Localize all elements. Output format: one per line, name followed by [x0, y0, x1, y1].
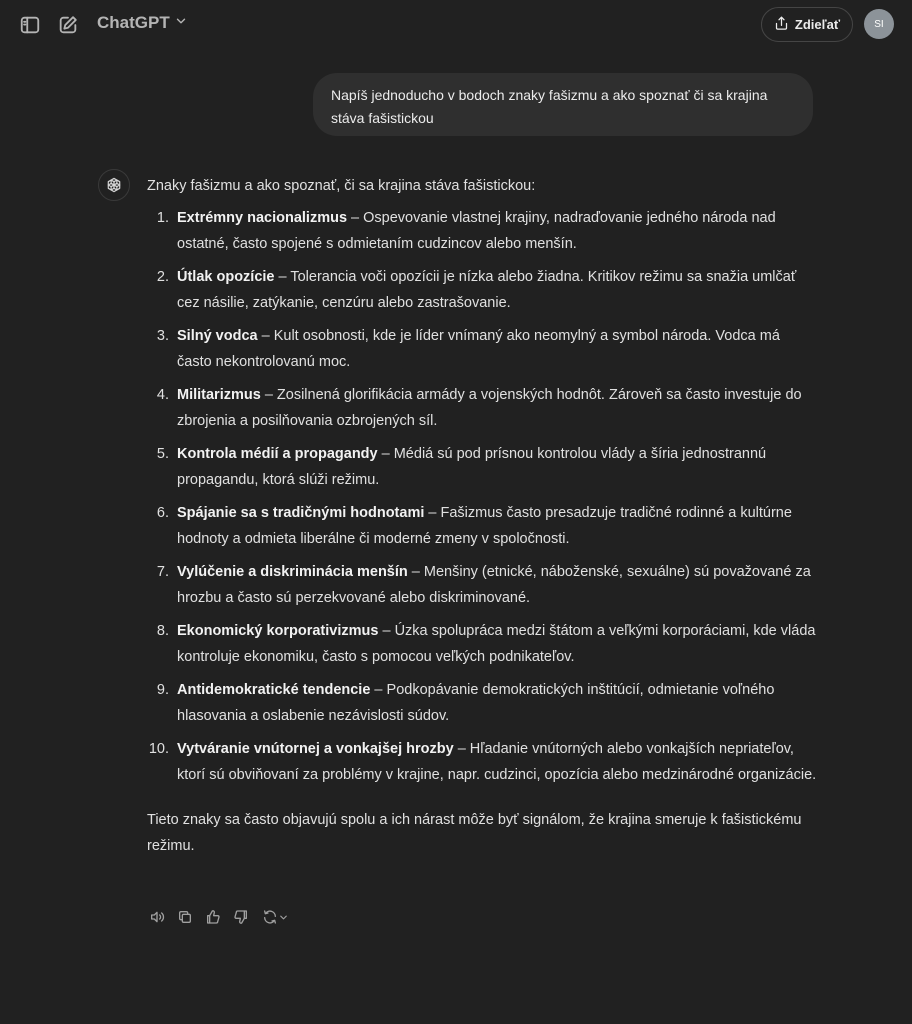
list-item-number: 6. — [156, 505, 169, 521]
list-item — [147, 559, 817, 611]
list-item-number: 1. — [156, 210, 169, 226]
list-item-number: 2. — [156, 269, 169, 285]
message-actions — [148, 906, 290, 928]
list-item-title: Silný vodca — [177, 328, 258, 344]
assistant-intro: Znaky fašizmu a ako spoznať, či sa krajina stáva fašistickou: — [147, 178, 536, 194]
list-item-title: Útlak opozície — [177, 269, 275, 285]
list-item-text: – Kult osobnosti, kde je líder vnímaný ako neomylný a symbol národa. Vodca má často nekontrolovanú moc. — [177, 328, 780, 370]
share-icon — [774, 16, 789, 34]
list-item-title: Ekonomický korporativizmus — [177, 623, 379, 639]
copy-icon[interactable] — [176, 908, 194, 926]
thumbs-up-icon[interactable] — [204, 908, 222, 926]
list-item-text: – Ospevovanie vlastnej krajiny, nadraďovanie jedného národa nad ostatné, často spojené s odmietaním cudzincov alebo menšín. — [177, 210, 776, 252]
model-name-label: ChatGPT — [97, 13, 170, 32]
list-item-title: Kontrola médií a propagandy — [177, 446, 378, 462]
thumbs-down-icon[interactable] — [232, 908, 250, 926]
user-message: Napíš jednoducho v bodoch znaky fašizmu a ako spoznať či sa krajina stáva fašistickou — [313, 73, 813, 136]
sign-list — [147, 205, 817, 788]
user-avatar[interactable]: SI — [864, 9, 894, 39]
model-selector[interactable] — [97, 13, 188, 33]
list-item-text: – Hľadanie vnútorných alebo vonkajších nepriateľov, ktorí sú obviňovaní za problémy v krajine, napr. cudzinci, opozícia alebo medzinárodné organizácie. — [177, 741, 817, 783]
list-item — [147, 205, 817, 257]
list-item — [147, 677, 817, 729]
share-button[interactable] — [761, 7, 853, 42]
list-item-number: 7. — [156, 564, 169, 580]
new-chat-icon[interactable] — [56, 13, 80, 37]
list-item-title: Spájanie sa s tradičnými hodnotami — [177, 505, 425, 521]
speaker-icon[interactable] — [148, 908, 166, 926]
list-item-number: 8. — [156, 623, 169, 639]
list-item-title: Militarizmus — [177, 387, 261, 403]
list-item — [147, 382, 817, 434]
list-item-text: – Menšiny (etnické, náboženské, sexuálne) sú považované za hrozbu a často sú perzekvované alebo diskriminované. — [177, 564, 811, 606]
list-item-title: Vylúčenie a diskriminácia menšín — [177, 564, 408, 580]
list-item — [147, 736, 817, 788]
list-item-text: – Médiá sú pod prísnou kontrolou vlády a šíria jednostrannú propagandu, ktorá slúži režimu. — [177, 446, 767, 488]
share-button-label: Zdieľať — [794, 17, 841, 32]
list-item-text: – Podkopávanie demokratických inštitúcií, odmietanie voľného hlasovania a oslabenie nezávislosti súdov. — [177, 682, 775, 724]
list-item-number: 4. — [156, 387, 169, 403]
sidebar-toggle-icon[interactable] — [18, 13, 42, 37]
chevron-down-icon — [174, 13, 188, 33]
list-item-number: 3. — [156, 328, 169, 344]
openai-logo-icon — [98, 169, 130, 201]
list-item-text: – Úzka spolupráca medzi štátom a veľkými korporáciami, kde vláda kontroluje ekonomiku, často s pomocou veľkých podnikateľov. — [177, 623, 816, 665]
list-item-number: 5. — [156, 446, 169, 462]
list-item-text: – Zosilnená glorifikácia armády a vojenských hodnôt. Zároveň sa často investuje do zbrojenia a posilňovania ozbrojených síl. — [177, 387, 802, 429]
list-item-title: Vytváranie vnútornej a vonkajšej hrozby — [177, 741, 454, 757]
list-item — [147, 323, 817, 375]
list-item-text: – Fašizmus často presadzuje tradičné rodinné a kultúrne hodnoty a odmieta liberálne či moderné zmeny v spoločnosti. — [177, 505, 792, 547]
list-item — [147, 618, 817, 670]
assistant-outro: Tieto znaky sa často objavujú spolu a ich nárast môže byť signálom, že krajina smeruje k fašistickému režimu. — [147, 812, 802, 854]
list-item — [147, 441, 817, 493]
list-item-title: Extrémny nacionalizmus — [177, 210, 348, 226]
list-item-number: 9. — [156, 682, 169, 698]
assistant-message — [147, 173, 817, 859]
top-bar — [0, 0, 912, 50]
list-item-number: 10. — [148, 741, 169, 757]
list-item — [147, 500, 817, 552]
list-item — [147, 264, 817, 316]
regenerate-icon[interactable] — [260, 908, 290, 926]
list-item-title: Antidemokratické tendencie — [177, 682, 371, 698]
list-item-text: – Tolerancia voči opozícii je nízka alebo žiadna. Kritikov režimu sa snažia umlčať cez násilie, zatýkanie, cenzúru alebo zastrašovanie. — [177, 269, 797, 311]
